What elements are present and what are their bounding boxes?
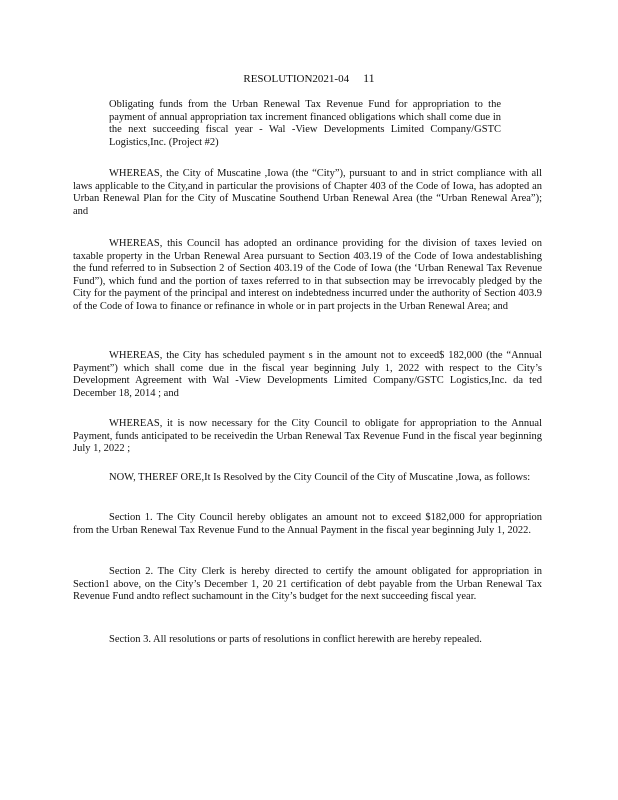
resolution-title: RESOLUTION2021-04 [243,73,350,85]
page-number: 11 [363,71,375,85]
whereas-paragraph-3 [73,350,542,400]
resolution-header [0,72,618,86]
paragraph-text: WHEREAS, this Council has adopted an ordinance providing for the division of taxes levied on taxable property in the Urban Renewal Area pursuant to Section 403.19 of the Code of Iowa andestablishing the fund referred to in Subsection 2 of Section 403.19 of the Code of Iowa (the ‘Urban Renewal Tax Revenue Fund”), which fund and the portion of taxes referred to in that subsection may be irrevocably pledged by the City for the payment of the principal and interest on indebtedness incurred under the authority of Section 403.9 of the Code of Iowa to finance or refinance in whole or in part projects in the Urban Renewal Area; and [73,238,542,312]
section-1-paragraph [73,512,542,537]
whereas-paragraph-2 [73,238,542,314]
now-therefore-paragraph [73,472,542,485]
paragraph-text: Section 1. The City Council hereby obligates an amount not to exceed $182,000 for appropriation from the Urban Renewal Tax Revenue Fund to the Annual Payment in the fiscal year beginning July 1, 2022. [73,512,542,536]
whereas-paragraph-1 [73,168,542,218]
section-2-paragraph [73,566,542,604]
paragraph-text: WHEREAS, it is now necessary for the City Council to obligate for appropriation to the Annual Payment, funds anticipated to be receivedin the Urban Renewal Tax Revenue Fund in the fiscal year beginning July 1, 2022 ; [73,418,542,455]
section-3-paragraph [73,634,542,647]
paragraph-text: Section 2. The City Clerk is hereby directed to certify the amount obligated for appropriation in Section1 above, on the City’s December 1, 20 21 certification of debt payable from the Urban Renewal Tax Revenue Fund andto reflect suchamount in the City’s budget for the next succeeding fiscal year. [73,566,542,603]
paragraph-text: WHEREAS, the City has scheduled payment s in the amount not to exceed$ 182,000 (the “Annual Payment”) which shall come due in the fiscal year beginning July 1, 2022 with respect to the City’s Development Agreement with Wal -View Developments Limited Company/GSTC Logistics,Inc. da ted December 18, 2014 ; and [73,350,542,399]
paragraph-text: Section 3. All resolutions or parts of resolutions in conflict herewith are hereby repealed. [109,634,482,645]
paragraph-text: NOW, THEREF ORE,It Is Resolved by the City Council of the City of Muscatine ,Iowa, as follows: [109,472,531,483]
paragraph-text: WHEREAS, the City of Muscatine ,Iowa (the “City”), pursuant to and in strict compliance with all laws applicable to the City,and in particular the provisions of Chapter 403 of the Code of Iowa, has adopted an Urban Renewal Plan for the City of Muscatine Southend Urban Renewal Area (the “Urban Renewal Area”); and [73,168,542,217]
resolution-subject: Obligating funds from the Urban Renewal Tax Revenue Fund for appropriation to the payment of annual appropriation tax increment financed obligations which shall come due in the next succeeding fiscal year - Wal -View Developments Limited Company/GSTC Logistics,Inc. (Project #2) [109,99,501,148]
whereas-paragraph-4 [73,418,542,456]
